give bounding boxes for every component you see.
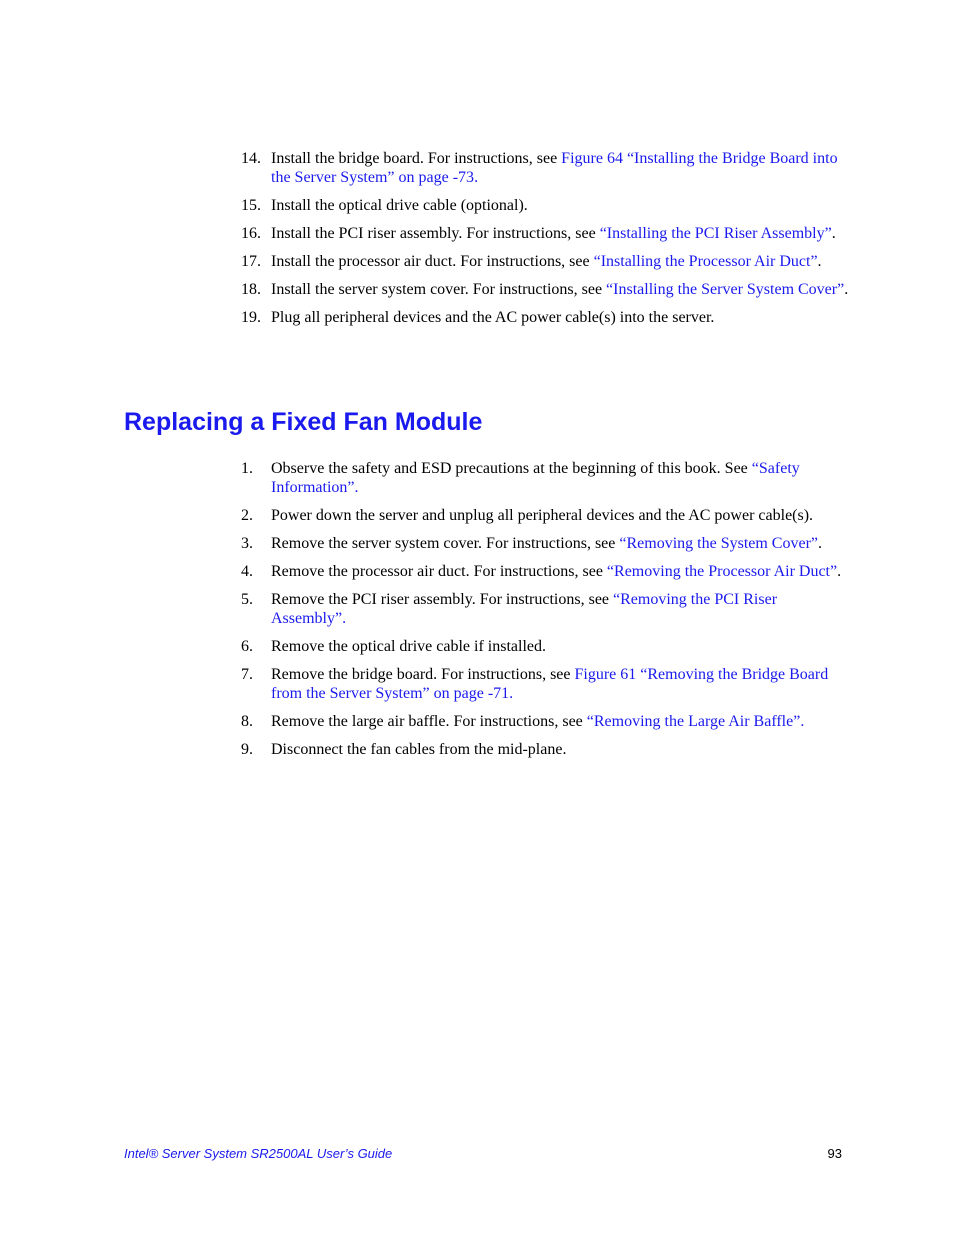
procedure-step-list [241,459,851,759]
step-text: Install the processor air duct. For instructions, see [271,253,594,270]
step-number: 19. [241,309,261,326]
cross-reference-link[interactable]: Figure 61 “Removing the Bridge Board from the Server System” on page -71 [271,666,829,702]
cross-reference-link[interactable]: “Installing the PCI Riser Assembly” [599,225,832,242]
footer-document-title: Intel® Server System SR2500AL User’s Guide [124,1146,393,1161]
step-text: Remove the optical drive cable if installed. [271,638,547,655]
list-item [241,196,851,215]
step-text: Disconnect the fan cables from the mid-plane. [271,741,567,758]
cross-reference-link[interactable]: “Removing the System Cover” [619,535,819,552]
step-text-end: . [474,169,479,186]
list-item [241,224,851,243]
step-number: 2. [241,507,253,524]
list-item [241,252,851,271]
list-item [241,665,851,703]
step-text-end: . [831,225,836,242]
cross-reference-link[interactable]: Figure 64 “Installing the Bridge Board into the Server System” on page -73 [271,150,838,186]
step-text: Remove the processor air duct. For instructions, see [271,563,607,580]
step-number: 4. [241,563,253,580]
list-item [241,459,851,497]
step-number: 14. [241,150,261,167]
list-item [241,590,851,628]
step-text-end: . [509,685,514,702]
step-number: 7. [241,666,253,683]
step-text: Install the PCI riser assembly. For instructions, see [271,225,600,242]
step-number: 9. [241,741,253,758]
list-item [241,740,851,759]
step-text-end: . [844,281,849,298]
step-text-end: . [342,610,347,627]
step-number: 3. [241,535,253,552]
step-number: 17. [241,253,261,270]
step-text: Power down the server and unplug all peripheral devices and the AC power cable(s). [271,507,814,524]
step-number: 1. [241,460,253,477]
step-number: 15. [241,197,261,214]
step-text: Remove the server system cover. For instructions, see [271,535,620,552]
cross-reference-link[interactable]: “Installing the Server System Cover” [606,281,845,298]
step-text: Remove the large air baffle. For instructions, see [271,713,587,730]
step-number: 16. [241,225,261,242]
list-item [241,712,851,731]
step-number: 18. [241,281,261,298]
cross-reference-link[interactable]: “Safety Information”. [271,460,800,496]
list-item [241,149,851,187]
step-text: Install the bridge board. For instructions, see [271,150,562,167]
cross-reference-link[interactable]: “Installing the Processor Air Duct” [593,253,818,270]
list-item [241,280,851,299]
step-text-end: . [837,563,842,580]
step-text-end: . [800,713,805,730]
step-text-end: . [817,253,822,270]
list-item [241,637,851,656]
step-text: Remove the PCI riser assembly. For instructions, see [271,591,614,608]
step-text: Install the server system cover. For instructions, see [271,281,607,298]
step-number: 6. [241,638,253,655]
step-number: 5. [241,591,253,608]
cross-reference-link[interactable]: “Removing the Processor Air Duct” [606,563,838,580]
cross-reference-link[interactable]: “Removing the Large Air Baffle” [586,713,801,730]
step-text: Install the optical drive cable (optional). [271,197,528,214]
list-item [241,534,851,553]
step-text-end: . [818,535,823,552]
continued-step-list [241,149,851,327]
step-text: Plug all peripheral devices and the AC power cable(s) into the server. [271,309,715,326]
list-item [241,308,851,327]
footer-page-number: 93 [827,1146,842,1161]
section-heading: Replacing a Fixed Fan Module [124,408,483,436]
cross-reference-link[interactable]: “Removing the PCI Riser Assembly” [271,591,778,627]
step-number: 8. [241,713,253,730]
step-text: Observe the safety and ESD precautions at the beginning of this book. See [271,460,752,477]
list-item [241,506,851,525]
step-text: Remove the bridge board. For instructions, see [271,666,575,683]
list-item [241,562,851,581]
